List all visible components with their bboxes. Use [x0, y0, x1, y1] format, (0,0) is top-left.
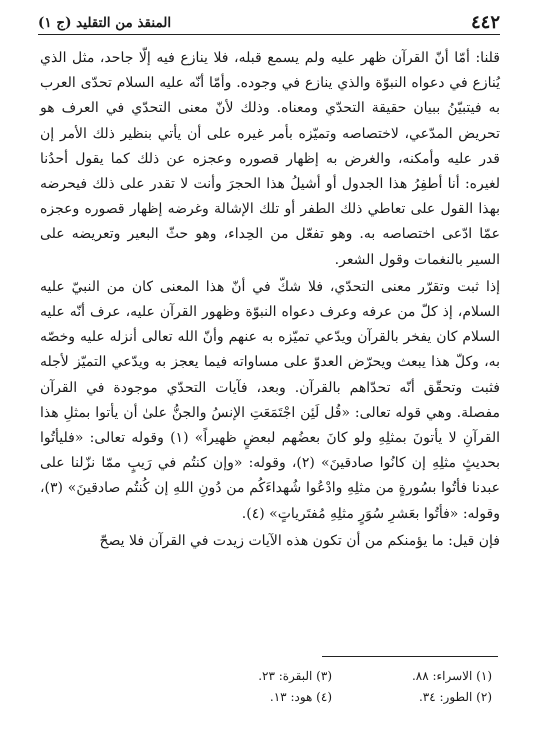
footnote-rule — [322, 656, 498, 657]
running-header — [38, 12, 500, 34]
footnote-column-right — [352, 666, 492, 708]
footnote-column-left — [192, 666, 332, 708]
footnote: (٣) البقرة: ٢٣. — [258, 669, 332, 683]
footnote: (٢) الطور: ٣٤. — [418, 690, 492, 704]
footnote: (٤) هود: ١٣. — [269, 690, 332, 704]
main-text — [40, 46, 500, 554]
footnote: (١) الاسراء: ٨٨. — [411, 669, 492, 683]
paragraph: إذا ثبت وتقرّر معنى التحدّي، فلا شكّ في أنّ هذا المعنى كان من النبيّ عليه السلام، إذ كلّ من عرفه وعرف دعواه النبوّة وظهور القرآن عليه، عرف أنّه عليه السلام كان يفخر بالقرآن ويدّعي تميّزه به عنهم وأنّ الله تعالى أنزله عليه وخصّه به، وكلّ هذا يبعث ويحرّض العدوّ على مساواته فيما يعجز به ويدّعي التميّز لأجله فثبت وتحقّق أنّه تحدّاهم بالقرآن. وبعد، فآيات التحدّي موجودة في القرآن مفصلة. وهي قوله تعالى: «قُل لَئِن اجْتَمَعَتِ الإنسُ والجنُّ علىٰ أن يأتوا بمثلِ هذا القرآنِ لا يأتونَ بمثلِهِ ولو كانَ بعضُهم لبعضٍ ظهيراً» (١) وقوله تعالى: «فليأتُوا بحديثٍ مثلِهِ إن كانُوا صادقينَ» (٢)، وقوله: «وإن كنتُم في رَيبٍ ممّا نزّلنا على عبدنا فأتُوا بسُورةٍ من مثلِهِ وادْعُوا شُهداءَكُم من دُونِ اللهِ إن كُنتُم صادقينَ» (٣)، وقوله: «فأتُوا بعَشرِ سُوَرٍ مثلِهِ مُفتَرياتٍ» (٤). — [40, 278, 501, 522]
page-number: ٤٤٢ — [470, 12, 500, 33]
header-rule — [38, 34, 500, 35]
paragraph: فإن قيل: ما يؤمنكم من أن تكون هذه الآيات زيدت في القرآن فلا يصحّ — [99, 532, 500, 549]
paragraph: قلنا: أمّا أنّ القرآن ظهر عليه ولم يسمع قبله، فلا ينازع فيه إلّا جاحد، مثل الذي يُنازع في دعواه النبوّة والذي ينازع في وجوده. وأمّا أنّه عليه السلام تحدّى العرب به فيتبيّنُ ببيان حقيقة التحدّي ومعناه. وذلك لأنّ معنى التحدّي في العرف هو تحريض المدّعي، لاختصاصه وتميّزه بأمر غيره على أن يأتي بنظير ذلك الأمر إن قدر عليه وأمكنه، والغرض به إظهار قصوره وعجزه عن ذلك كما يقول أحدُنا لغيره: أنا أطفِرُ هذا الجدول أو أشيلُ هذا الحجرَ وأنت لا تقدر على ذلك فيحرضه بهذا القول على تعاطي ذلك الطفر أو تلك الإشالة وغرضه إظهار قصوره وعجزه عمّا ادّعى اختصاصه به. وهو تفعّل من الحِداء، وهو حثّ البعير وتعريضه على السير بالنغمات وقول الشعر. — [40, 50, 500, 268]
running-title: المنقذ من التقليد (ج ١) — [38, 15, 172, 31]
